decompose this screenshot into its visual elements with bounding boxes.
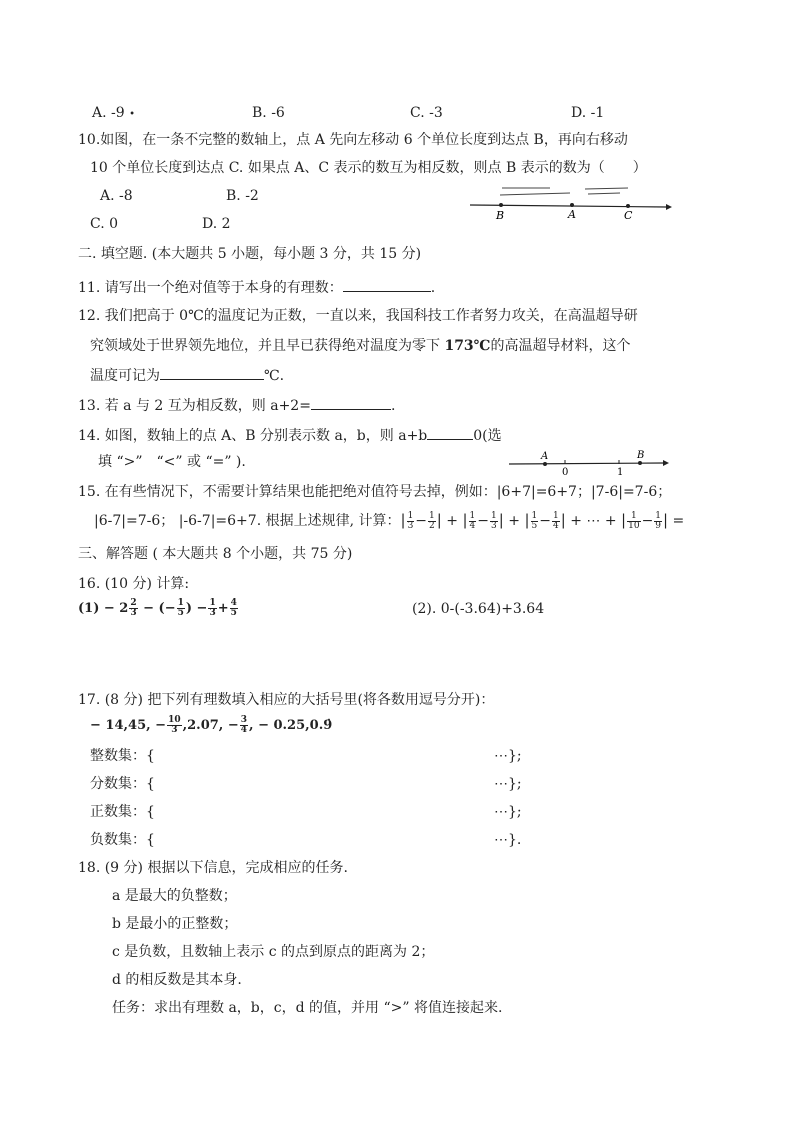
q10-label-a: A: [568, 208, 576, 221]
q12-temperature: 173℃: [444, 338, 491, 354]
q17-set-fraction-label: 分数集：{: [90, 776, 155, 792]
q17-set-negative-end: ⋯}.: [494, 832, 522, 848]
q14-number-line-figure: [505, 448, 675, 478]
q10-number-line-figure: [470, 182, 675, 222]
q13-blank: [311, 395, 391, 410]
section2-title: 二. 填空题. (本大题共 5 小题，每小题 3 分，共 15 分): [78, 246, 422, 262]
q18-task: 任务：求出有理数 a，b，c，d 的值，并用 “>” 将值连接起来.: [112, 1000, 503, 1016]
q13: 13. 若 a 与 2 互为相反数，则 a+2= .: [78, 395, 395, 415]
q10-option-b: B. -2: [226, 188, 259, 204]
q14-label-zero: 0: [562, 467, 569, 478]
q10-label-c: C: [624, 209, 633, 222]
q18-title: 18. (9 分) 根据以下信息，完成相应的任务.: [78, 860, 348, 876]
q11-text: 11. 请写出一个绝对值等于本身的有理数：: [78, 280, 343, 296]
q16-title: 16. (10 分) 计算:: [78, 576, 190, 592]
q15-line1: 15. 在有些情况下，不需要计算结果也能把绝对值符号去掉，例如：|6+7|=6+7；|7-6|=7-6；: [78, 484, 672, 500]
q18-line-c: c 是负数，且数轴上表示 c 的点到原点的距离为 2；: [112, 944, 435, 960]
q9-option-b: B. -6: [252, 105, 285, 121]
q16-part1: (1) − 2 $\frac{2}{3}$ − (− $\frac{1}{5}$ ) − $\frac{1}{3}$ + $\frac{4}{5}$: [78, 598, 237, 618]
q12-line3: 温度可记为 ℃.: [90, 365, 284, 385]
q18-line-d: d 的相反数是其本身.: [112, 972, 242, 988]
q14-line1: 14. 如图，数轴上的点 A、B 分别表示数 a，b，则 a+b 0(选: [78, 425, 502, 445]
q12-line2: 究领域处于世界领先地位，并且早已获得绝对温度为零下 173℃的高温超导材料，这个: [90, 338, 631, 354]
q11-blank: [343, 277, 431, 292]
q12-line1: 12. 我们把高于 0℃的温度记为正数，一直以来，我国科技工作者努力攻关，在高温超导研: [78, 308, 638, 324]
q9-option-d: D. -1: [571, 105, 605, 121]
q18-line-a: a 是最大的负整数；: [112, 888, 237, 904]
q17-set-integer-label: 整数集：{: [90, 748, 155, 764]
q10-line1: 10.如图，在一条不完整的数轴上，点 A 先向左移动 6 个单位长度到达点 B，再向右移动: [78, 132, 628, 148]
q14-line2: 填 “>” “<” 或 “=” ).: [98, 454, 246, 470]
q11-end: .: [430, 280, 436, 296]
q14-label-one: 1: [617, 467, 624, 478]
q10-line2: 10 个单位长度到达点 C. 如果点 A、C 表示的数互为相反数，则点 B 表示的数为（ ）: [90, 160, 647, 176]
q15-frac: $\frac{1}{3}$: [407, 510, 414, 531]
q10-option-d: D. 2: [202, 216, 231, 232]
q10-label-b: B: [496, 209, 505, 222]
q14-label-b: B: [637, 450, 645, 461]
q9-option-c: C. -3: [410, 105, 443, 121]
q15-line2: |6-7|=7-6； |-6-7|=6+7. 根据上述规律, 计算：| $\frac{1}{3}$ − $\frac{1}{2}$ | + | $\frac{1}{4}$ − $\frac{1}{3}$ | + | $\frac{1}{5}$ − $\frac{1}{4}$ | + ⋯ + | $\frac{1}{10}$ − $\frac{1}{9}$ | =: [94, 510, 685, 531]
q11: [78, 277, 435, 297]
q17-title: 17. (8 分) 把下列有理数填入相应的大括号里(将各数用逗号分开)：: [78, 692, 495, 708]
section3-title: 三、解答题 ( 本大题共 8 个小题，共 75 分): [78, 546, 353, 562]
q9-option-a: A. -9 •: [92, 105, 136, 121]
q14-label-a: A: [541, 451, 549, 462]
dot-mark: •: [129, 109, 136, 120]
q14-blank: [427, 425, 473, 440]
q17-set-fraction-end: ⋯};: [494, 776, 522, 792]
q17-set-positive-end: ⋯};: [494, 804, 522, 820]
q17-set-integer-end: ⋯};: [494, 748, 522, 764]
q17-set-positive-label: 正数集：{: [90, 804, 155, 820]
q16-part2: (2). 0-(-3.64)+3.64: [412, 601, 545, 617]
q17-numbers: − 14,45, − $\frac{10}{3}$ ,2.07, − $\frac{3}{4}$ , − 0.25,0.9̇: [90, 715, 333, 735]
q10-option-c: C. 0: [90, 216, 119, 232]
q17-set-negative-label: 负数集：{: [90, 832, 155, 848]
q10-option-a: A. -8: [100, 188, 133, 204]
q18-line-b: b 是最小的正整数；: [112, 916, 238, 932]
q12-blank: [160, 365, 264, 380]
